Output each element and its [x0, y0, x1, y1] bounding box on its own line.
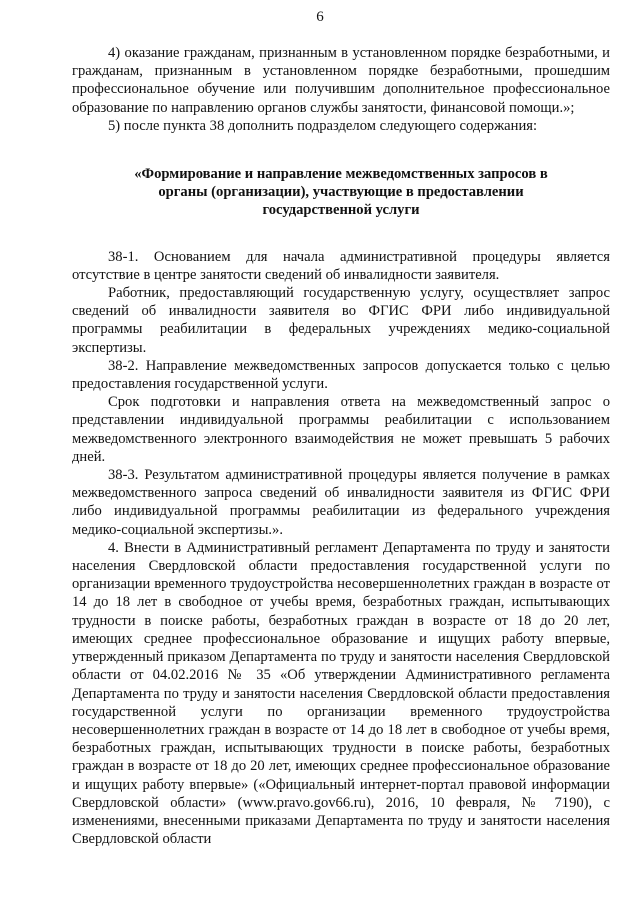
paragraph-request-info: Работник, предоставляющий государственную услугу, осуществляет запрос сведений об инвалидности заявителя во ФГИС ФРИ либо индивидуальной программы реабилитации в федеральных учреждениях медико-социальной экспертизы.: [72, 285, 610, 356]
paragraph-38-3: 38-3. Результатом административной процедуры является получение в рамках межведомственного запроса сведений об инвалидности заявителя из ФГИС ФРИ либо индивидуальной программы реабилитации из федерального учреждения медико-социальной экспертизы.».: [72, 467, 610, 538]
paragraph-item-5: 5) после пункта 38 дополнить подразделом следующего содержания:: [108, 117, 538, 134]
document-body: [72, 44, 610, 848]
paragraph-38-2: 38-2. Направление межведомственных запросов допускается только с целью предоставления государственной услуги.: [72, 357, 610, 393]
paragraph-38-1: 38-1. Основанием для начала административной процедуры является отсутствие в центре занятости сведений об инвалидности заявителя.: [72, 248, 610, 283]
paragraph-item-4: 4) оказание гражданам, признанным в установленном порядке безработными, и гражданам, признанным в установленном порядке безработными, прошедшим профессиональное обучение или получившим дополнительное профессиональное образование по направлению органов службы занятости, финансовой помощи.»;: [72, 45, 610, 116]
page-number: 6: [316, 9, 324, 25]
paragraph-item-4-amend: 4. Внести в Административный регламент Департамента по труду и занятости населения Свердловской области предоставления государственной услуги по организации временного трудоустройства несовершеннолетних граждан в возрасте от 14 до 18 лет в свободное от учебы время, безработных граждан, испытывающих трудности в поиске работы, безработных граждан в возрасте от 18 до 20 лет, имеющих среднее профессиональное образование и ищущих работу впервые, утвержденный приказом Департамента по труду и занятости населения Свердловской области от 04.02.2016 № 35 «Об утверждении Административного регламента Департамента по труду и занятости населения Свердловской области предоставления государственной услуги по организации временного трудоустройства несовершеннолетних граждан в возрасте от 14 до 18 лет в свободное от учебы время, безработных граждан, испытывающих трудности в поиске работы, безработных граждан в возрасте от 18 до 20 лет, имеющих среднее профессиональное образование и ищущих работу впервые» («Официальный интернет-портал правовой информации Свердловской области» (www.pravo.gov66.ru), 2016, 10 февраля, № 7190), с изменениями, внесенными приказами Департамента по труду и занятости населения Свердловской области: [72, 539, 610, 848]
paragraph-response-deadline: Срок подготовки и направления ответа на межведомственный запрос о представлении индивидуальной программы реабилитации с использованием межведомственного электронного взаимодействия не может превышать 5 рабочих дней.: [72, 394, 610, 465]
section-heading: «Формирование и направление межведомственных запросов в органы (организации), участвующие в предоставлении государственной услуги: [134, 166, 548, 219]
